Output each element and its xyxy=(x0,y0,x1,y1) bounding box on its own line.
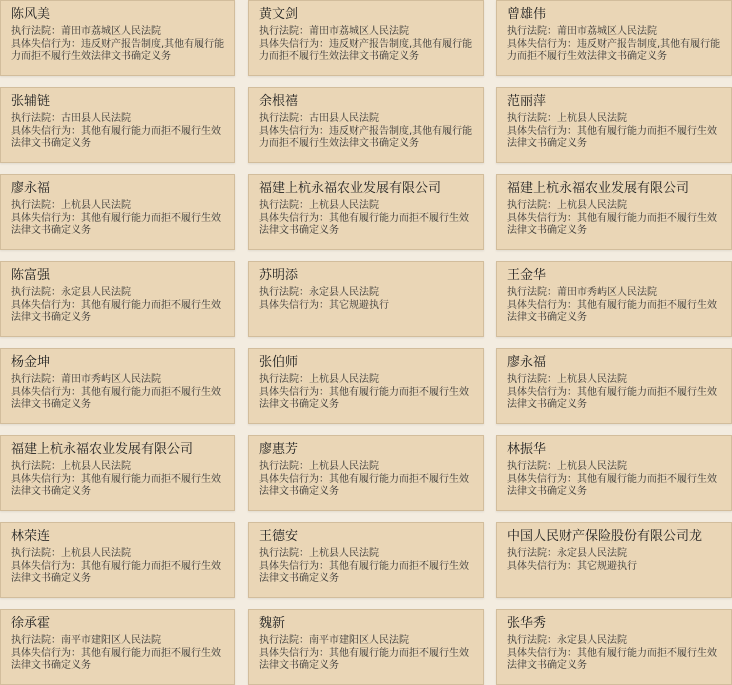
record-card[interactable] xyxy=(248,522,484,598)
behavior-line xyxy=(507,300,723,325)
court-line xyxy=(507,287,723,300)
record-name: 廖永福 xyxy=(507,355,547,370)
behavior-label: 具体失信行为： xyxy=(507,473,577,485)
behavior-label: 具体失信行为： xyxy=(259,560,329,572)
behavior-value: 其他有履行能力而拒不履行生效法律文书确定义务 xyxy=(11,212,221,236)
behavior-value: 其他有履行能力而拒不履行生效法律文书确定义务 xyxy=(11,473,221,497)
court-label: 执行法院： xyxy=(507,548,557,559)
court-label: 执行法院： xyxy=(11,374,61,385)
record-card[interactable] xyxy=(248,174,484,250)
court-value: 上杭县人民法院 xyxy=(61,461,131,472)
record-card[interactable] xyxy=(0,87,235,163)
behavior-line xyxy=(507,648,723,673)
court-line xyxy=(507,461,723,474)
behavior-value: 其他有履行能力而拒不履行生效法律文书确定义务 xyxy=(259,647,469,671)
court-value: 上杭县人民法院 xyxy=(309,548,379,559)
behavior-line xyxy=(259,213,475,238)
court-line xyxy=(507,374,723,387)
court-value: 上杭县人民法院 xyxy=(61,200,131,211)
court-line xyxy=(11,113,226,126)
court-value: 古田县人民法院 xyxy=(61,113,131,124)
behavior-line xyxy=(507,126,723,151)
behavior-label: 具体失信行为： xyxy=(259,125,329,137)
behavior-line xyxy=(259,474,475,499)
court-value: 南平市建阳区人民法院 xyxy=(61,635,161,646)
court-value: 莆田市荔城区人民法院 xyxy=(309,26,409,37)
behavior-label: 具体失信行为： xyxy=(11,38,81,50)
behavior-value: 其他有履行能力而拒不履行生效法律文书确定义务 xyxy=(11,560,221,584)
court-label: 执行法院： xyxy=(11,200,61,211)
behavior-line xyxy=(259,39,475,64)
court-value: 上杭县人民法院 xyxy=(309,200,379,211)
record-card[interactable] xyxy=(496,87,732,163)
court-label: 执行法院： xyxy=(507,287,557,298)
behavior-label: 具体失信行为： xyxy=(507,299,577,311)
behavior-value: 违反财产报告制度,其他有履行能力而拒不履行生效法律文书确定义务 xyxy=(259,125,473,149)
record-name: 廖惠芳 xyxy=(259,442,299,457)
court-line xyxy=(507,635,723,648)
court-value: 永定县人民法院 xyxy=(557,548,627,559)
court-value: 莆田市秀屿区人民法院 xyxy=(61,374,161,385)
behavior-line xyxy=(11,387,226,412)
record-card[interactable] xyxy=(248,0,484,76)
record-name: 张辅链 xyxy=(11,94,51,109)
court-label: 执行法院： xyxy=(259,461,309,472)
behavior-value: 其他有履行能力而拒不履行生效法律文书确定义务 xyxy=(11,647,221,671)
record-name: 苏明添 xyxy=(259,268,299,283)
record-name: 徐承霍 xyxy=(11,616,51,631)
court-value: 上杭县人民法院 xyxy=(309,374,379,385)
court-line xyxy=(259,461,475,474)
court-label: 执行法院： xyxy=(507,200,557,211)
behavior-label: 具体失信行为： xyxy=(11,386,81,398)
record-card[interactable] xyxy=(248,261,484,337)
record-card[interactable] xyxy=(496,609,732,685)
record-name: 廖永福 xyxy=(11,181,51,196)
record-card[interactable] xyxy=(496,174,732,250)
behavior-label: 具体失信行为： xyxy=(259,212,329,224)
court-line xyxy=(11,548,226,561)
record-name: 余根禧 xyxy=(259,94,299,109)
court-line xyxy=(11,26,226,39)
behavior-value: 违反财产报告制度,其他有履行能力而拒不履行生效法律文书确定义务 xyxy=(11,38,225,62)
record-card[interactable] xyxy=(0,174,235,250)
record-name: 中国人民财产保险股份有限公司龙 xyxy=(507,529,703,544)
record-card[interactable] xyxy=(248,435,484,511)
court-label: 执行法院： xyxy=(11,548,61,559)
court-line xyxy=(259,374,475,387)
behavior-value: 其他有履行能力而拒不履行生效法律文书确定义务 xyxy=(507,125,717,149)
court-label: 执行法院： xyxy=(11,635,61,646)
court-line xyxy=(507,26,723,39)
court-label: 执行法院： xyxy=(11,461,61,472)
behavior-line xyxy=(507,213,723,238)
behavior-label: 具体失信行为： xyxy=(259,38,329,50)
behavior-label: 具体失信行为： xyxy=(507,560,577,572)
record-name: 林振华 xyxy=(507,442,547,457)
record-name: 范丽萍 xyxy=(507,94,547,109)
court-value: 古田县人民法院 xyxy=(309,113,379,124)
court-label: 执行法院： xyxy=(11,287,61,298)
behavior-value: 违反财产报告制度,其他有履行能力而拒不履行生效法律文书确定义务 xyxy=(259,38,473,62)
behavior-label: 具体失信行为： xyxy=(507,212,577,224)
record-name: 王金华 xyxy=(507,268,547,283)
record-card[interactable] xyxy=(248,87,484,163)
behavior-value: 其他有履行能力而拒不履行生效法律文书确定义务 xyxy=(507,386,717,410)
record-name: 黄文剑 xyxy=(259,7,299,22)
court-line xyxy=(11,200,226,213)
court-value: 南平市建阳区人民法院 xyxy=(309,635,409,646)
court-line xyxy=(259,113,475,126)
record-name: 杨金坤 xyxy=(11,355,51,370)
record-card[interactable] xyxy=(496,261,732,337)
court-line xyxy=(11,635,226,648)
behavior-line xyxy=(11,126,226,151)
behavior-line xyxy=(259,387,475,412)
record-card[interactable] xyxy=(248,609,484,685)
court-line xyxy=(259,200,475,213)
behavior-label: 具体失信行为： xyxy=(259,299,329,311)
behavior-label: 具体失信行为： xyxy=(11,473,81,485)
behavior-line xyxy=(11,561,226,586)
behavior-value: 其他有履行能力而拒不履行生效法律文书确定义务 xyxy=(259,473,469,497)
court-line xyxy=(507,548,723,561)
behavior-line xyxy=(507,474,723,499)
behavior-label: 具体失信行为： xyxy=(507,38,577,50)
record-name: 张华秀 xyxy=(507,616,547,631)
behavior-label: 具体失信行为： xyxy=(507,386,577,398)
court-value: 永定县人民法院 xyxy=(61,287,131,298)
record-card[interactable] xyxy=(248,348,484,424)
behavior-value: 其他有履行能力而拒不履行生效法律文书确定义务 xyxy=(11,125,221,149)
court-value: 永定县人民法院 xyxy=(309,287,379,298)
behavior-line xyxy=(259,561,475,586)
court-line xyxy=(11,374,226,387)
behavior-value: 其他有履行能力而拒不履行生效法律文书确定义务 xyxy=(259,386,469,410)
court-label: 执行法院： xyxy=(11,113,61,124)
court-label: 执行法院： xyxy=(11,26,61,37)
court-line xyxy=(11,287,226,300)
behavior-line xyxy=(11,474,226,499)
behavior-value: 其他有履行能力而拒不履行生效法律文书确定义务 xyxy=(11,386,221,410)
court-line xyxy=(259,635,475,648)
court-value: 上杭县人民法院 xyxy=(557,200,627,211)
court-label: 执行法院： xyxy=(259,635,309,646)
behavior-line xyxy=(507,387,723,412)
court-label: 执行法院： xyxy=(259,200,309,211)
behavior-value: 其他有履行能力而拒不履行生效法律文书确定义务 xyxy=(11,299,221,323)
record-card[interactable] xyxy=(0,435,235,511)
court-line xyxy=(259,548,475,561)
record-name: 福建上杭永福农业发展有限公司 xyxy=(507,181,690,196)
behavior-label: 具体失信行为： xyxy=(259,473,329,485)
behavior-line xyxy=(11,648,226,673)
record-card[interactable] xyxy=(496,435,732,511)
court-label: 执行法院： xyxy=(507,374,557,385)
behavior-value: 其他有履行能力而拒不履行生效法律文书确定义务 xyxy=(507,647,717,671)
behavior-label: 具体失信行为： xyxy=(11,212,81,224)
record-card[interactable] xyxy=(0,609,235,685)
record-card[interactable] xyxy=(496,522,732,598)
record-card[interactable] xyxy=(0,522,235,598)
behavior-value: 其他有履行能力而拒不履行生效法律文书确定义务 xyxy=(507,299,717,323)
court-label: 执行法院： xyxy=(259,113,309,124)
court-label: 执行法院： xyxy=(507,635,557,646)
record-name: 福建上杭永福农业发展有限公司 xyxy=(11,442,194,457)
behavior-line xyxy=(507,561,723,574)
behavior-label: 具体失信行为： xyxy=(11,560,81,572)
behavior-line xyxy=(11,39,226,64)
court-label: 执行法院： xyxy=(507,113,557,124)
court-label: 执行法院： xyxy=(259,548,309,559)
behavior-line xyxy=(11,300,226,325)
court-line xyxy=(11,461,226,474)
court-value: 永定县人民法院 xyxy=(557,635,627,646)
behavior-line xyxy=(11,213,226,238)
record-card[interactable] xyxy=(496,348,732,424)
record-card[interactable] xyxy=(0,348,235,424)
court-label: 执行法院： xyxy=(259,287,309,298)
record-card[interactable] xyxy=(0,261,235,337)
record-name: 陈风美 xyxy=(11,7,51,22)
court-label: 执行法院： xyxy=(507,461,557,472)
behavior-value: 其它规避执行 xyxy=(329,299,389,311)
record-name: 陈富强 xyxy=(11,268,51,283)
court-value: 莆田市荔城区人民法院 xyxy=(61,26,161,37)
court-label: 执行法院： xyxy=(507,26,557,37)
behavior-value: 其他有履行能力而拒不履行生效法律文书确定义务 xyxy=(259,560,469,584)
record-name: 曾雄伟 xyxy=(507,7,547,22)
behavior-value: 其他有履行能力而拒不履行生效法律文书确定义务 xyxy=(259,212,469,236)
record-name: 张伯师 xyxy=(259,355,299,370)
court-value: 上杭县人民法院 xyxy=(557,374,627,385)
behavior-label: 具体失信行为： xyxy=(259,386,329,398)
record-card[interactable] xyxy=(496,0,732,76)
behavior-label: 具体失信行为： xyxy=(507,647,577,659)
court-value: 上杭县人民法院 xyxy=(61,548,131,559)
court-value: 上杭县人民法院 xyxy=(557,113,627,124)
behavior-value: 违反财产报告制度,其他有履行能力而拒不履行生效法律文书确定义务 xyxy=(507,38,721,62)
behavior-line xyxy=(259,126,475,151)
behavior-label: 具体失信行为： xyxy=(11,299,81,311)
behavior-label: 具体失信行为： xyxy=(11,125,81,137)
court-label: 执行法院： xyxy=(259,374,309,385)
court-line xyxy=(259,287,475,300)
behavior-value: 其他有履行能力而拒不履行生效法律文书确定义务 xyxy=(507,212,717,236)
court-line xyxy=(259,26,475,39)
court-label: 执行法院： xyxy=(259,26,309,37)
record-card[interactable] xyxy=(0,0,235,76)
record-name: 魏新 xyxy=(259,616,286,631)
behavior-label: 具体失信行为： xyxy=(259,647,329,659)
court-value: 上杭县人民法院 xyxy=(309,461,379,472)
court-value: 上杭县人民法院 xyxy=(557,461,627,472)
behavior-label: 具体失信行为： xyxy=(507,125,577,137)
record-name: 王德安 xyxy=(259,529,299,544)
behavior-value: 其他有履行能力而拒不履行生效法律文书确定义务 xyxy=(507,473,717,497)
behavior-line xyxy=(507,39,723,64)
record-name: 福建上杭永福农业发展有限公司 xyxy=(259,181,442,196)
behavior-value: 其它规避执行 xyxy=(577,560,637,572)
court-line xyxy=(507,200,723,213)
behavior-line xyxy=(259,648,475,673)
court-value: 莆田市秀屿区人民法院 xyxy=(557,287,657,298)
court-value: 莆田市荔城区人民法院 xyxy=(557,26,657,37)
behavior-line xyxy=(259,300,475,313)
behavior-label: 具体失信行为： xyxy=(11,647,81,659)
court-line xyxy=(507,113,723,126)
record-name: 林荣连 xyxy=(11,529,51,544)
